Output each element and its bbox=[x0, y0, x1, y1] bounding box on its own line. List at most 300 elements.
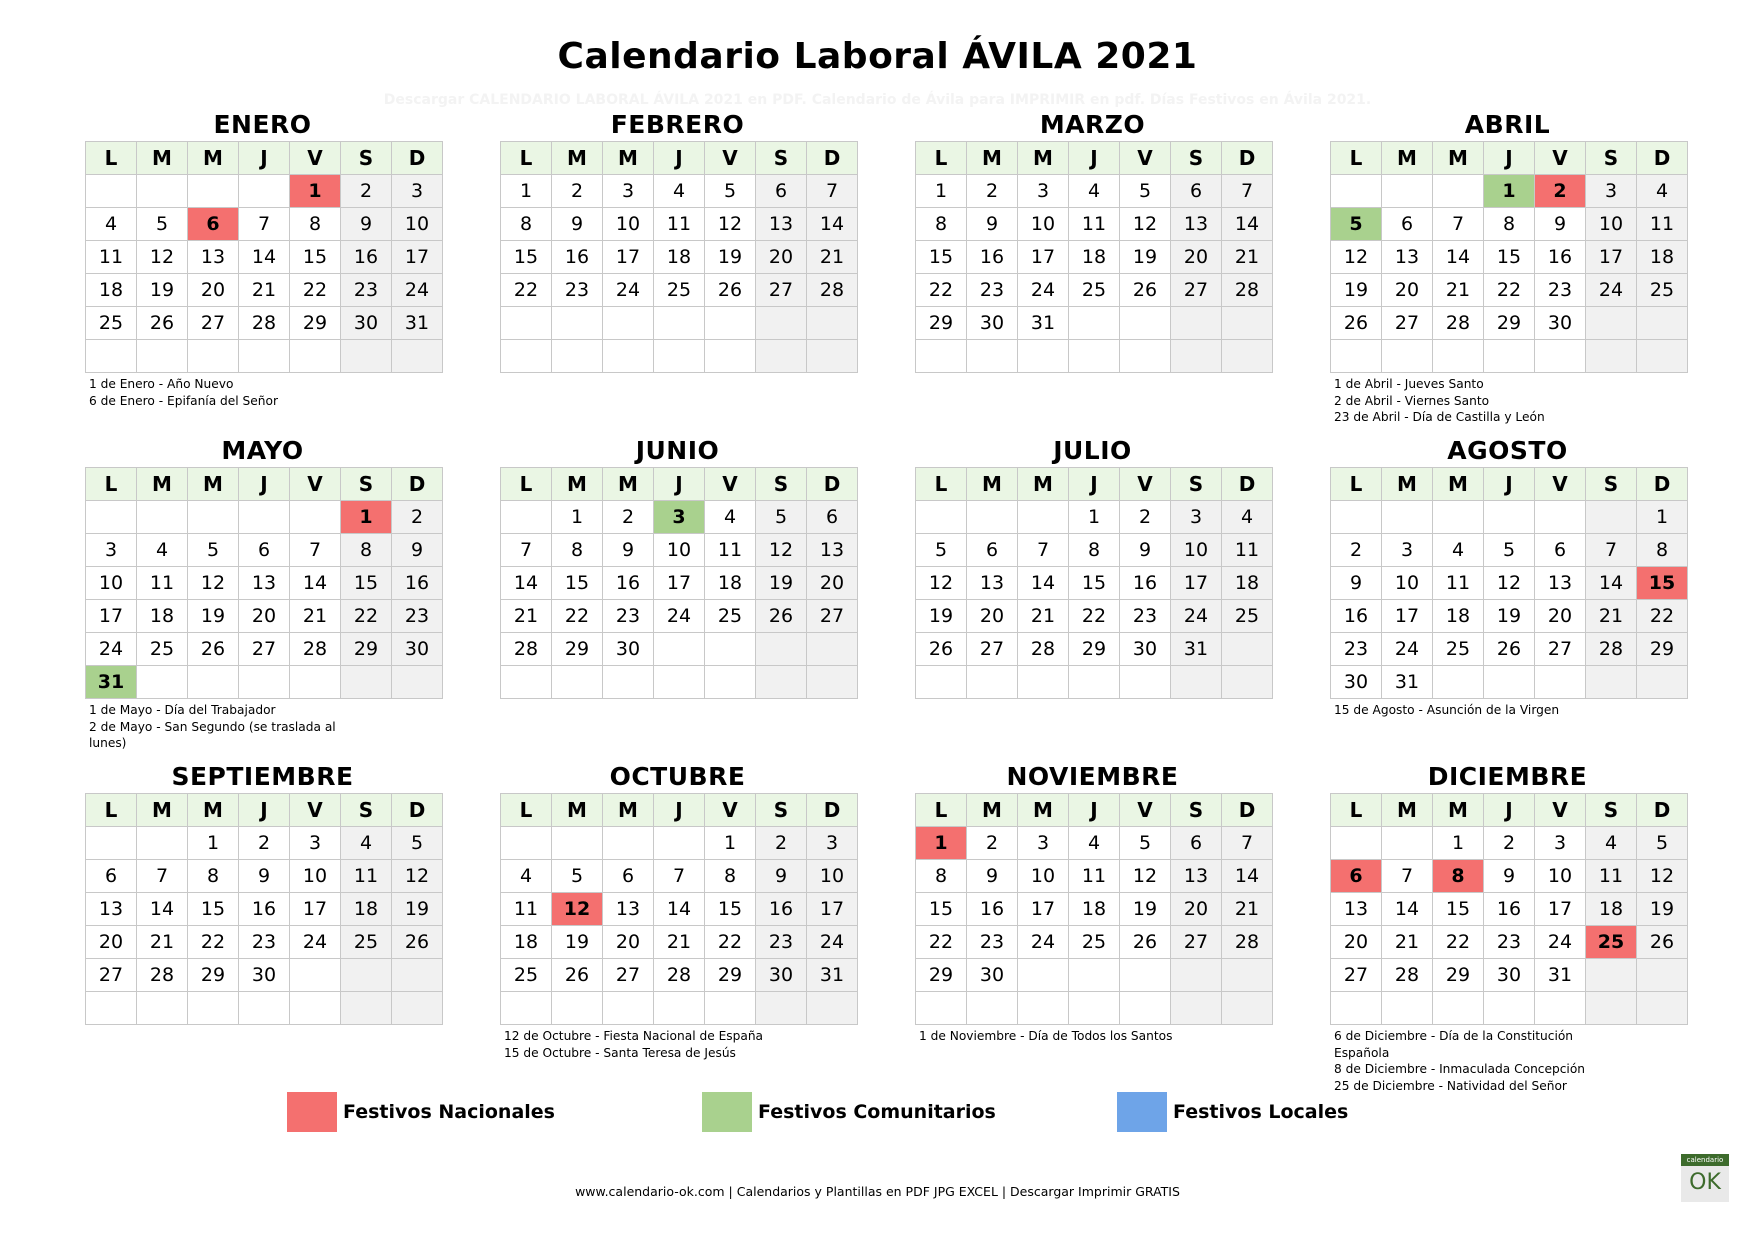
month-julio bbox=[915, 436, 1270, 699]
empty-day-cell bbox=[807, 340, 858, 373]
day-cell: 20 bbox=[239, 600, 290, 633]
empty-day-cell bbox=[705, 666, 756, 699]
holiday-notes bbox=[1330, 1028, 1594, 1094]
empty-day-cell bbox=[705, 340, 756, 373]
weekday-header: D bbox=[392, 142, 443, 175]
day-cell: 6 bbox=[86, 860, 137, 893]
day-cell: 13 bbox=[807, 534, 858, 567]
empty-day-cell bbox=[392, 666, 443, 699]
day-cell: 24 bbox=[1018, 274, 1069, 307]
week-row bbox=[501, 307, 858, 340]
day-cell: 19 bbox=[916, 600, 967, 633]
day-cell: 15 bbox=[341, 567, 392, 600]
day-cell: 12 bbox=[1120, 208, 1171, 241]
day-cell: 6 bbox=[1535, 534, 1586, 567]
day-cell: 29 bbox=[916, 307, 967, 340]
empty-day-cell bbox=[654, 340, 705, 373]
day-cell: 25 bbox=[705, 600, 756, 633]
weekday-header: D bbox=[1222, 794, 1273, 827]
empty-day-cell bbox=[1222, 666, 1273, 699]
empty-day-cell bbox=[1069, 666, 1120, 699]
day-cell: 17 bbox=[290, 893, 341, 926]
day-cell: 21 bbox=[1018, 600, 1069, 633]
empty-day-cell bbox=[239, 666, 290, 699]
empty-day-cell bbox=[1382, 175, 1433, 208]
empty-day-cell bbox=[552, 992, 603, 1025]
empty-day-cell bbox=[1331, 827, 1382, 860]
day-cell: 30 bbox=[1120, 633, 1171, 666]
day-cell: 5 bbox=[1484, 534, 1535, 567]
week-row bbox=[916, 501, 1273, 534]
holiday-notes bbox=[85, 376, 349, 409]
empty-day-cell bbox=[86, 340, 137, 373]
empty-day-cell bbox=[1331, 501, 1382, 534]
day-cell: 1 bbox=[705, 827, 756, 860]
day-cell: 8 bbox=[188, 860, 239, 893]
day-cell: 28 bbox=[1222, 926, 1273, 959]
day-cell: 17 bbox=[1171, 567, 1222, 600]
week-row bbox=[86, 307, 443, 340]
day-cell: 13 bbox=[756, 208, 807, 241]
day-cell: 29 bbox=[188, 959, 239, 992]
day-cell: 3 bbox=[1171, 501, 1222, 534]
month-noviembre bbox=[915, 762, 1270, 1045]
day-cell: 8 bbox=[1637, 534, 1688, 567]
holiday-day-cell: 1 bbox=[916, 827, 967, 860]
day-cell: 29 bbox=[1637, 633, 1688, 666]
week-row bbox=[1331, 534, 1688, 567]
day-cell: 6 bbox=[1171, 827, 1222, 860]
day-cell: 19 bbox=[1637, 893, 1688, 926]
holiday-day-cell: 6 bbox=[188, 208, 239, 241]
day-cell: 13 bbox=[188, 241, 239, 274]
weekday-header: D bbox=[1637, 142, 1688, 175]
month-marzo bbox=[915, 110, 1270, 373]
day-cell: 28 bbox=[1382, 959, 1433, 992]
empty-day-cell bbox=[1171, 666, 1222, 699]
day-cell: 1 bbox=[1069, 501, 1120, 534]
empty-day-cell bbox=[137, 340, 188, 373]
weekday-header: S bbox=[1586, 142, 1637, 175]
week-row bbox=[916, 241, 1273, 274]
empty-day-cell bbox=[552, 827, 603, 860]
legend-swatch-locales bbox=[1117, 1092, 1167, 1132]
empty-day-cell bbox=[1018, 340, 1069, 373]
day-cell: 10 bbox=[1586, 208, 1637, 241]
day-cell: 17 bbox=[807, 893, 858, 926]
empty-day-cell bbox=[705, 307, 756, 340]
day-cell: 16 bbox=[603, 567, 654, 600]
weekday-header: V bbox=[290, 142, 341, 175]
holiday-day-cell: 12 bbox=[552, 893, 603, 926]
day-cell: 6 bbox=[967, 534, 1018, 567]
day-cell: 16 bbox=[756, 893, 807, 926]
weekday-header: D bbox=[392, 468, 443, 501]
weekday-header: S bbox=[1171, 142, 1222, 175]
day-cell: 5 bbox=[392, 827, 443, 860]
holiday-day-cell: 1 bbox=[1484, 175, 1535, 208]
day-cell: 17 bbox=[392, 241, 443, 274]
day-cell: 22 bbox=[552, 600, 603, 633]
empty-day-cell bbox=[86, 501, 137, 534]
day-cell: 3 bbox=[290, 827, 341, 860]
empty-day-cell bbox=[916, 340, 967, 373]
weekday-header: S bbox=[341, 468, 392, 501]
month-table bbox=[500, 793, 858, 1025]
day-cell: 30 bbox=[1331, 666, 1382, 699]
weekday-header: L bbox=[1331, 142, 1382, 175]
empty-day-cell bbox=[1484, 666, 1535, 699]
weekday-header: J bbox=[239, 794, 290, 827]
month-name: FEBRERO bbox=[610, 110, 745, 139]
empty-day-cell bbox=[1586, 501, 1637, 534]
empty-day-cell bbox=[290, 501, 341, 534]
month-table bbox=[85, 141, 443, 373]
empty-day-cell bbox=[654, 827, 705, 860]
day-cell: 17 bbox=[86, 600, 137, 633]
day-cell: 17 bbox=[603, 241, 654, 274]
day-cell: 20 bbox=[1331, 926, 1382, 959]
day-cell: 8 bbox=[916, 860, 967, 893]
day-cell: 6 bbox=[756, 175, 807, 208]
empty-day-cell bbox=[1331, 175, 1382, 208]
weekday-header: V bbox=[1120, 142, 1171, 175]
day-cell: 24 bbox=[654, 600, 705, 633]
empty-day-cell bbox=[1018, 501, 1069, 534]
empty-day-cell bbox=[603, 992, 654, 1025]
empty-day-cell bbox=[1171, 959, 1222, 992]
day-cell: 8 bbox=[341, 534, 392, 567]
week-row bbox=[501, 666, 858, 699]
day-cell: 22 bbox=[290, 274, 341, 307]
weekday-header: M bbox=[188, 142, 239, 175]
day-cell: 8 bbox=[705, 860, 756, 893]
day-cell: 10 bbox=[1018, 860, 1069, 893]
weekday-header: D bbox=[807, 468, 858, 501]
empty-day-cell bbox=[967, 666, 1018, 699]
empty-day-cell bbox=[1433, 175, 1484, 208]
day-cell: 1 bbox=[1637, 501, 1688, 534]
day-cell: 8 bbox=[552, 534, 603, 567]
week-row bbox=[501, 567, 858, 600]
day-cell: 17 bbox=[1382, 600, 1433, 633]
day-cell: 11 bbox=[1433, 567, 1484, 600]
weekday-header: V bbox=[1120, 468, 1171, 501]
day-cell: 14 bbox=[501, 567, 552, 600]
weekday-header: M bbox=[137, 468, 188, 501]
day-cell: 14 bbox=[1222, 208, 1273, 241]
day-cell: 4 bbox=[654, 175, 705, 208]
day-cell: 15 bbox=[1484, 241, 1535, 274]
empty-day-cell bbox=[654, 307, 705, 340]
day-cell: 19 bbox=[392, 893, 443, 926]
weekday-header: L bbox=[501, 794, 552, 827]
month-table bbox=[1330, 793, 1688, 1025]
week-row bbox=[1331, 307, 1688, 340]
week-row bbox=[501, 274, 858, 307]
week-row bbox=[86, 534, 443, 567]
weekday-header: L bbox=[501, 468, 552, 501]
day-cell: 4 bbox=[501, 860, 552, 893]
day-cell: 21 bbox=[1222, 241, 1273, 274]
empty-day-cell bbox=[916, 666, 967, 699]
empty-day-cell bbox=[392, 340, 443, 373]
day-cell: 20 bbox=[603, 926, 654, 959]
holiday-note: 1 de Mayo - Día del Trabajador bbox=[89, 703, 276, 717]
empty-day-cell bbox=[1120, 340, 1171, 373]
empty-day-cell bbox=[916, 501, 967, 534]
day-cell: 10 bbox=[392, 208, 443, 241]
empty-day-cell bbox=[1331, 340, 1382, 373]
weekday-header: S bbox=[1171, 468, 1222, 501]
empty-day-cell bbox=[86, 992, 137, 1025]
month-table bbox=[85, 793, 443, 1025]
day-cell: 7 bbox=[1382, 860, 1433, 893]
weekday-header: J bbox=[1484, 142, 1535, 175]
weekday-header: L bbox=[86, 468, 137, 501]
day-cell: 24 bbox=[1382, 633, 1433, 666]
day-cell: 11 bbox=[1637, 208, 1688, 241]
page-title: Calendario Laboral ÁVILA 2021 bbox=[557, 36, 1198, 77]
weekday-header: V bbox=[290, 794, 341, 827]
day-cell: 1 bbox=[501, 175, 552, 208]
day-cell: 30 bbox=[392, 633, 443, 666]
week-row bbox=[501, 501, 858, 534]
week-row bbox=[916, 600, 1273, 633]
empty-day-cell bbox=[654, 992, 705, 1025]
empty-day-cell bbox=[1484, 992, 1535, 1025]
empty-day-cell bbox=[239, 340, 290, 373]
week-row bbox=[86, 241, 443, 274]
empty-day-cell bbox=[807, 992, 858, 1025]
day-cell: 28 bbox=[239, 307, 290, 340]
day-cell: 14 bbox=[137, 893, 188, 926]
day-cell: 10 bbox=[1171, 534, 1222, 567]
empty-day-cell bbox=[1433, 992, 1484, 1025]
day-cell: 28 bbox=[290, 633, 341, 666]
day-cell: 21 bbox=[239, 274, 290, 307]
empty-day-cell bbox=[501, 307, 552, 340]
month-name: DICIEMBRE bbox=[1427, 762, 1588, 791]
weekday-header: L bbox=[1331, 468, 1382, 501]
day-cell: 29 bbox=[341, 633, 392, 666]
day-cell: 21 bbox=[807, 241, 858, 274]
day-cell: 27 bbox=[1171, 926, 1222, 959]
day-cell: 1 bbox=[188, 827, 239, 860]
weekday-header: L bbox=[1331, 794, 1382, 827]
day-cell: 2 bbox=[552, 175, 603, 208]
day-cell: 26 bbox=[705, 274, 756, 307]
day-cell: 15 bbox=[290, 241, 341, 274]
holiday-note: 25 de Diciembre - Natividad del Señor bbox=[1334, 1078, 1567, 1093]
day-cell: 14 bbox=[1018, 567, 1069, 600]
day-cell: 22 bbox=[916, 274, 967, 307]
day-cell: 7 bbox=[501, 534, 552, 567]
empty-day-cell bbox=[239, 175, 290, 208]
weekday-header: L bbox=[86, 142, 137, 175]
empty-day-cell bbox=[1120, 307, 1171, 340]
month-diciembre bbox=[1330, 762, 1685, 1094]
day-cell: 26 bbox=[188, 633, 239, 666]
week-row bbox=[501, 633, 858, 666]
day-cell: 10 bbox=[86, 567, 137, 600]
week-row bbox=[86, 340, 443, 373]
day-cell: 21 bbox=[501, 600, 552, 633]
weekday-header: D bbox=[1637, 794, 1688, 827]
holiday-note: 12 de Octubre - Fiesta Nacional de España bbox=[504, 1029, 764, 1043]
day-cell: 16 bbox=[552, 241, 603, 274]
empty-day-cell bbox=[807, 666, 858, 699]
day-cell: 30 bbox=[603, 633, 654, 666]
day-cell: 31 bbox=[1382, 666, 1433, 699]
empty-day-cell bbox=[1586, 307, 1637, 340]
day-cell: 17 bbox=[1018, 241, 1069, 274]
day-cell: 25 bbox=[1069, 274, 1120, 307]
day-cell: 24 bbox=[86, 633, 137, 666]
day-cell: 20 bbox=[967, 600, 1018, 633]
day-cell: 4 bbox=[1069, 827, 1120, 860]
empty-day-cell bbox=[552, 340, 603, 373]
day-cell: 27 bbox=[807, 600, 858, 633]
holiday-day-cell: 25 bbox=[1586, 926, 1637, 959]
day-cell: 7 bbox=[1433, 208, 1484, 241]
day-cell: 24 bbox=[603, 274, 654, 307]
empty-day-cell bbox=[1222, 992, 1273, 1025]
day-cell: 18 bbox=[1586, 893, 1637, 926]
empty-day-cell bbox=[1069, 307, 1120, 340]
month-table bbox=[85, 467, 443, 699]
day-cell: 18 bbox=[1069, 241, 1120, 274]
day-cell: 23 bbox=[967, 926, 1018, 959]
day-cell: 6 bbox=[239, 534, 290, 567]
day-cell: 19 bbox=[1120, 893, 1171, 926]
day-cell: 27 bbox=[967, 633, 1018, 666]
weekday-header: M bbox=[1382, 794, 1433, 827]
weekday-header: V bbox=[1535, 468, 1586, 501]
day-cell: 12 bbox=[392, 860, 443, 893]
day-cell: 12 bbox=[916, 567, 967, 600]
week-row bbox=[916, 666, 1273, 699]
week-row bbox=[501, 208, 858, 241]
legend-item-locales bbox=[1117, 1092, 1348, 1132]
empty-day-cell bbox=[756, 666, 807, 699]
weekday-header: V bbox=[1535, 794, 1586, 827]
week-row bbox=[501, 827, 858, 860]
week-row bbox=[916, 274, 1273, 307]
month-name: JUNIO bbox=[635, 436, 720, 465]
day-cell: 26 bbox=[137, 307, 188, 340]
week-row bbox=[1331, 633, 1688, 666]
day-cell: 30 bbox=[756, 959, 807, 992]
day-cell: 7 bbox=[239, 208, 290, 241]
day-cell: 9 bbox=[756, 860, 807, 893]
empty-day-cell bbox=[501, 992, 552, 1025]
weekday-header: S bbox=[1586, 468, 1637, 501]
day-cell: 11 bbox=[501, 893, 552, 926]
week-row bbox=[1331, 241, 1688, 274]
day-cell: 4 bbox=[137, 534, 188, 567]
weekday-header: V bbox=[705, 142, 756, 175]
weekday-header: D bbox=[807, 142, 858, 175]
empty-day-cell bbox=[603, 666, 654, 699]
day-cell: 23 bbox=[1120, 600, 1171, 633]
empty-day-cell bbox=[290, 340, 341, 373]
day-cell: 11 bbox=[705, 534, 756, 567]
day-cell: 18 bbox=[1637, 241, 1688, 274]
empty-day-cell bbox=[392, 959, 443, 992]
weekday-header: M bbox=[188, 468, 239, 501]
week-row bbox=[916, 307, 1273, 340]
day-cell: 18 bbox=[1433, 600, 1484, 633]
month-table bbox=[915, 141, 1273, 373]
day-cell: 10 bbox=[1382, 567, 1433, 600]
empty-day-cell bbox=[501, 501, 552, 534]
weekday-header: M bbox=[1433, 468, 1484, 501]
day-cell: 7 bbox=[1586, 534, 1637, 567]
week-row bbox=[501, 893, 858, 926]
holiday-note: 8 de Diciembre - Inmaculada Concepción bbox=[1334, 1062, 1585, 1076]
weekday-header: M bbox=[1382, 142, 1433, 175]
day-cell: 8 bbox=[1069, 534, 1120, 567]
empty-day-cell bbox=[603, 307, 654, 340]
day-cell: 10 bbox=[654, 534, 705, 567]
day-cell: 25 bbox=[501, 959, 552, 992]
empty-day-cell bbox=[1637, 992, 1688, 1025]
day-cell: 13 bbox=[1382, 241, 1433, 274]
day-cell: 3 bbox=[1586, 175, 1637, 208]
weekday-header: M bbox=[967, 142, 1018, 175]
empty-day-cell bbox=[1433, 340, 1484, 373]
day-cell: 24 bbox=[392, 274, 443, 307]
day-cell: 10 bbox=[603, 208, 654, 241]
day-cell: 2 bbox=[1331, 534, 1382, 567]
weekday-header: M bbox=[1433, 794, 1484, 827]
day-cell: 2 bbox=[392, 501, 443, 534]
week-row bbox=[501, 860, 858, 893]
day-cell: 9 bbox=[1331, 567, 1382, 600]
day-cell: 18 bbox=[654, 241, 705, 274]
day-cell: 30 bbox=[1535, 307, 1586, 340]
holiday-day-cell: 8 bbox=[1433, 860, 1484, 893]
holiday-day-cell: 3 bbox=[654, 501, 705, 534]
legend-swatch-comunitarios bbox=[702, 1092, 752, 1132]
weekday-header: L bbox=[86, 794, 137, 827]
empty-day-cell bbox=[188, 501, 239, 534]
day-cell: 31 bbox=[1018, 307, 1069, 340]
day-cell: 18 bbox=[501, 926, 552, 959]
weekday-header: M bbox=[552, 142, 603, 175]
empty-day-cell bbox=[188, 175, 239, 208]
day-cell: 11 bbox=[341, 860, 392, 893]
day-cell: 5 bbox=[1120, 827, 1171, 860]
empty-day-cell bbox=[967, 992, 1018, 1025]
day-cell: 11 bbox=[654, 208, 705, 241]
day-cell: 28 bbox=[1433, 307, 1484, 340]
day-cell: 12 bbox=[1637, 860, 1688, 893]
day-cell: 27 bbox=[188, 307, 239, 340]
weekday-header: D bbox=[392, 794, 443, 827]
day-cell: 30 bbox=[1484, 959, 1535, 992]
day-cell: 23 bbox=[552, 274, 603, 307]
day-cell: 14 bbox=[1222, 860, 1273, 893]
weekday-header: J bbox=[654, 794, 705, 827]
day-cell: 31 bbox=[392, 307, 443, 340]
weekday-header: S bbox=[756, 794, 807, 827]
day-cell: 28 bbox=[137, 959, 188, 992]
day-cell: 22 bbox=[916, 926, 967, 959]
day-cell: 26 bbox=[1637, 926, 1688, 959]
month-agosto bbox=[1330, 436, 1685, 719]
